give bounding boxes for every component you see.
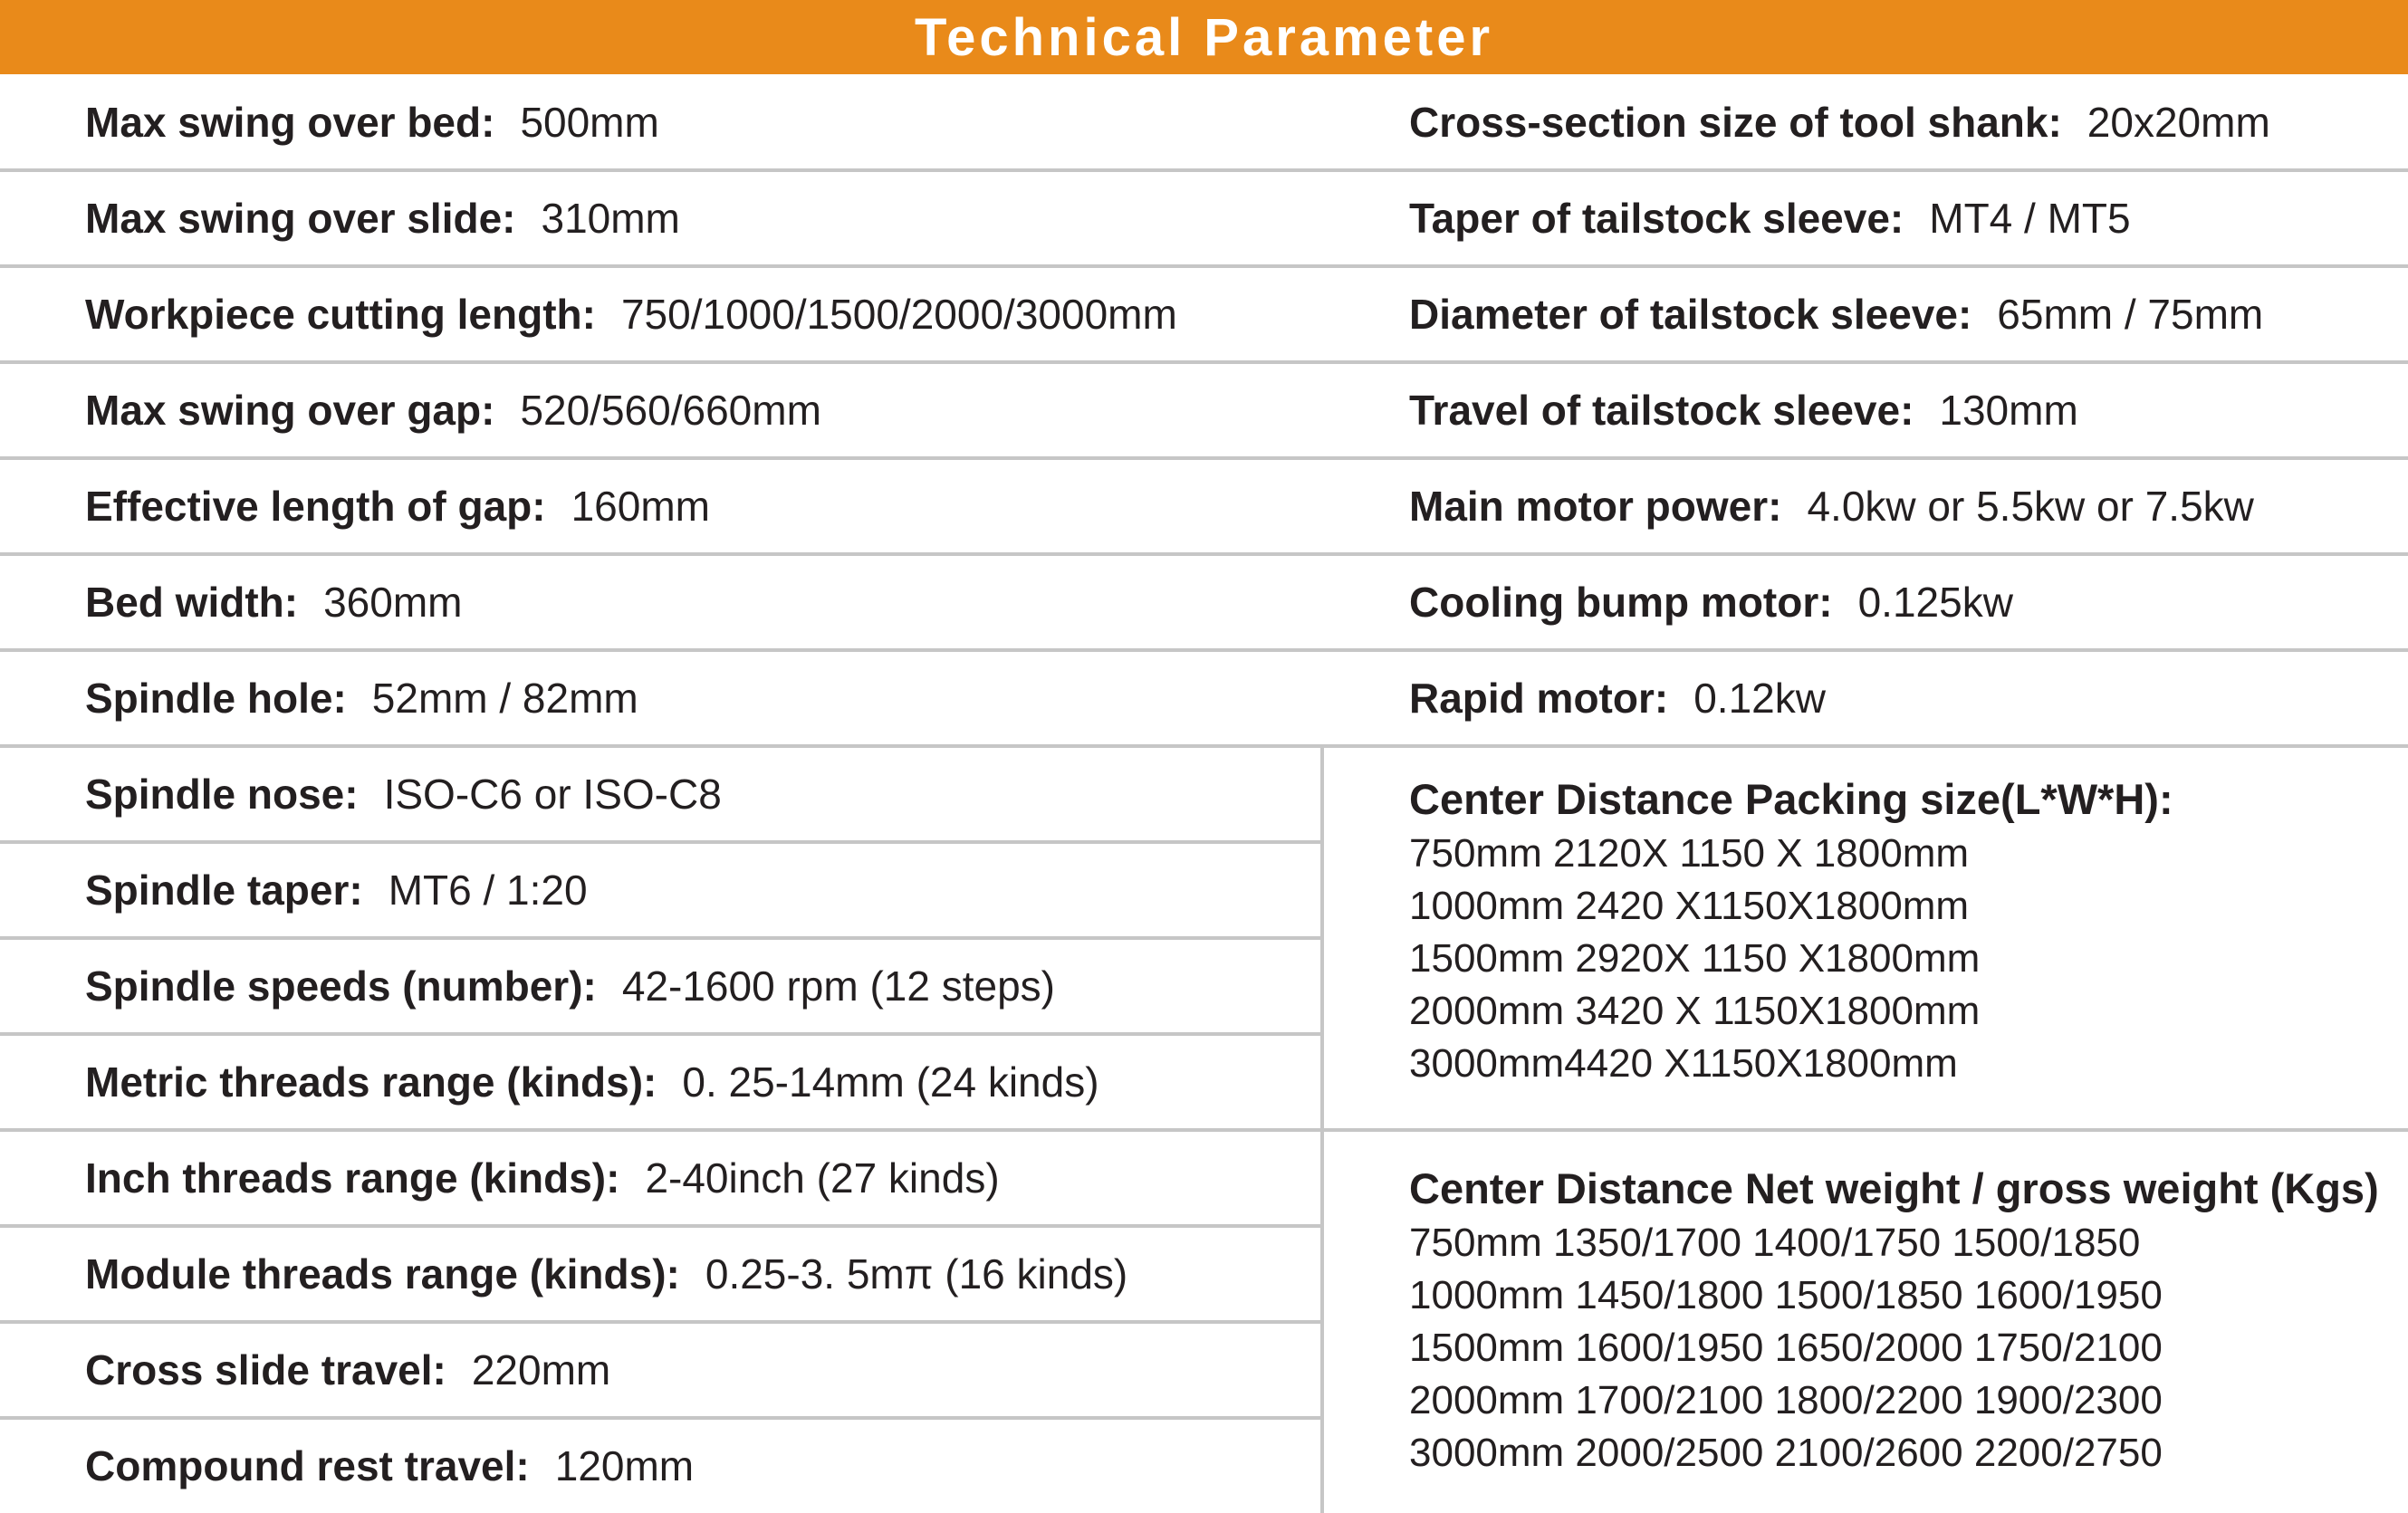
spec-label: Spindle taper: [85,867,363,914]
spec-label: Spindle hole: [85,675,347,722]
spec-value: 500mm [520,99,659,146]
spec-label: Taper of tailstock sleeve: [1409,195,1904,242]
spec-row [85,266,1177,362]
spec-row [1409,266,2263,362]
spec-row [85,554,462,650]
spec-value: MT4 / MT5 [1929,195,2131,242]
spec-label: Cross slide travel: [85,1346,446,1393]
weight-line: 750mm 1350/1700 1400/1750 1500/1850 [1409,1221,2141,1265]
spec-row [85,1418,694,1513]
column-divider [1320,746,1324,1513]
page-title: Technical Parameter [914,7,1494,67]
spec-row [1409,170,2131,266]
spec-label: Rapid motor: [1409,675,1669,722]
spec-row [1409,650,1826,746]
spec-row [85,170,680,266]
spec-value: 750/1000/1500/2000/3000mm [620,291,1177,338]
spec-label: Spindle nose: [85,771,359,818]
spec-value: 4.0kw or 5.5kw or 7.5kw [1807,483,2254,530]
weight-heading: Center Distance Net weight / gross weight (Kgs) [1409,1164,2379,1212]
spec-row [85,1226,1127,1322]
packing-size-line: 2000mm 3420 X 1150X1800mm [1409,989,1981,1033]
spec-value: 42-1600 rpm (12 steps) [621,962,1055,1010]
spec-row [85,74,659,170]
spec-value: 360mm [323,579,463,626]
packing-size-line: 3000mm4420 X1150X1800mm [1409,1041,1958,1086]
spec-value: 160mm [571,483,710,530]
spec-row [85,1034,1099,1130]
spec-row [85,1322,610,1418]
spec-value: 120mm [554,1442,695,1489]
spec-value: 520/560/660mm [520,387,821,434]
spec-row [85,362,821,458]
spec-value: 0.125kw [1857,579,2013,626]
spec-label: Metric threads range (kinds): [85,1058,657,1106]
title-banner [0,0,2408,74]
packing-size-line: 750mm 2120X 1150 X 1800mm [1409,831,1969,876]
spec-value: 310mm [541,195,680,242]
spec-row [85,746,722,842]
spec-value: 0.12kw [1693,675,1826,722]
spec-row [85,650,638,746]
spec-label: Cross-section size of tool shank: [1409,99,2062,146]
spec-row [1409,554,2013,650]
spec-label: Inch threads range (kinds): [85,1154,620,1202]
spec-value: 0. 25-14mm (24 kinds) [682,1058,1099,1106]
packing-size-heading: Center Distance Packing size(L*W*H): [1409,775,2173,823]
spec-label: Compound rest travel: [85,1442,530,1489]
spec-value: 220mm [471,1346,611,1393]
spec-value: 52mm / 82mm [371,675,638,722]
spec-label: Travel of tailstock sleeve: [1409,387,1914,434]
spec-row [1409,74,2270,170]
spec-label: Max swing over gap: [85,387,495,434]
spec-row [1409,458,2254,554]
spec-label: Main motor power: [1409,483,1782,530]
spec-value: 2-40inch (27 kinds) [645,1154,1000,1202]
spec-row [85,458,710,554]
spec-value: 0.25-3. 5mπ (16 kinds) [705,1250,1128,1298]
packing-size-line: 1000mm 2420 X1150X1800mm [1409,884,1970,928]
spec-label: Max swing over slide: [85,195,516,242]
spec-value: MT6 / 1:20 [388,867,588,914]
spec-value: ISO-C6 or ISO-C8 [383,771,722,818]
spec-row [85,938,1055,1034]
spec-row [85,842,588,938]
spec-label: Bed width: [85,579,299,626]
weight-block [1409,1161,2379,1479]
spec-label: Spindle speeds (number): [85,962,597,1010]
spec-label: Cooling bump motor: [1409,579,1833,626]
spec-label: Effective length of gap: [85,483,546,530]
spec-row [85,1130,1000,1226]
spec-label: Workpiece cutting length: [85,291,596,338]
weight-line: 2000mm 1700/2100 1800/2200 1900/2300 [1409,1378,2163,1422]
weight-line: 1000mm 1450/1800 1500/1850 1600/1950 [1409,1273,2163,1317]
spec-value: 130mm [1939,387,2078,434]
packing-size-line: 1500mm 2920X 1150 X1800mm [1409,936,1981,981]
spec-label: Diameter of tailstock sleeve: [1409,291,1972,338]
spec-label: Max swing over bed: [85,99,495,146]
spec-value: 65mm / 75mm [1997,291,2264,338]
spec-label: Module threads range (kinds): [85,1250,680,1298]
weight-line: 3000mm 2000/2500 2100/2600 2200/2750 [1409,1431,2163,1475]
spec-value: 20x20mm [2087,99,2270,146]
weight-line: 1500mm 1600/1950 1650/2000 1750/2100 [1409,1326,2163,1370]
spec-row [1409,362,2078,458]
packing-size-block [1409,771,2173,1090]
